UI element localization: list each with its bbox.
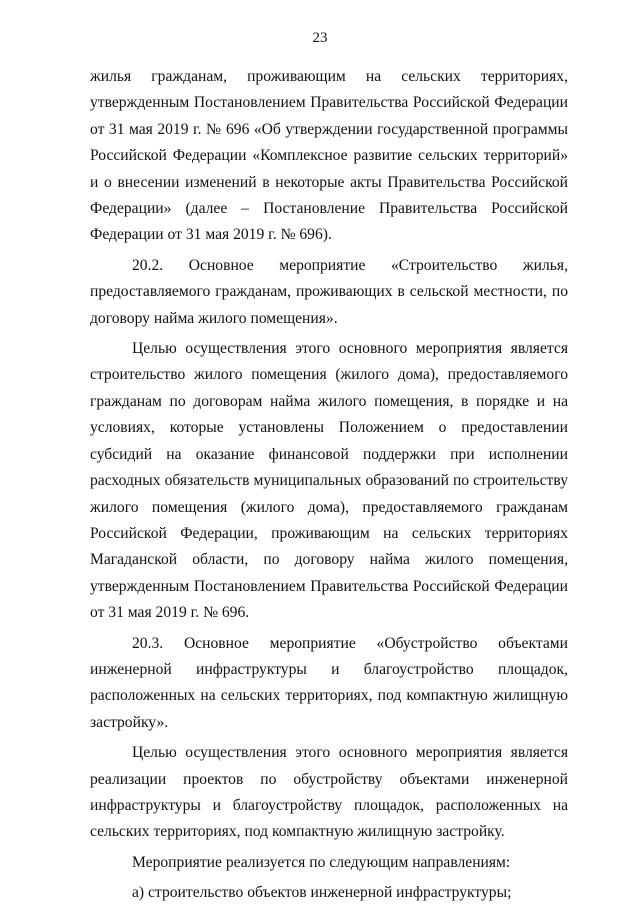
paragraph-20-3-goal: Целью осуществления этого основного мероприятия является реализации проектов по обустройству объектами инженерной инфраструктуры и благоустройству площадок, расположенных на сельских территориях, под компактную жилищную застройку. bbox=[90, 744, 568, 841]
paragraph-continuation: жилья гражданам, проживающим на сельских территориях, утвержденным Постановлением Правительства Российской Федерации от 31 мая 2019 г. № 696 «Об утверждении государственной программы Российской Федерации «Комплексное развитие сельских территорий» и о внесении изменений в некоторые акты Правительства Российской Федерации» (далее – Постановление Правительства Российской Федерации от 31 мая 2019 г. № 696). bbox=[90, 68, 568, 244]
paragraph-20-2-heading: 20.2. Основное мероприятие «Строительство жилья, предоставляемого гражданам, проживающих в сельской местности, по договору найма жилого помещения». bbox=[90, 256, 568, 327]
paragraph-20-3-heading: 20.3. Основное мероприятие «Обустройство объектами инженерной инфраструктуры и благоустройство площадок, расположенных на сельских территориях, под компактную жилищную застройку». bbox=[90, 634, 568, 731]
paragraph-20-2-goal: Целью осуществления этого основного мероприятия является строительство жилого помещения (жилого дома), предоставляемого гражданам по договорам найма жилого помещения, в порядке и на условиях, которые установлены Положением о предоставлении субсидий на оказание финансовой поддержки при исполнении расходных обязательств муниципальных образований по строительству жилого помещения (жилого дома), предоставляемого гражданам Российской Федерации, проживающим на сельских территориях Магаданской области, по договору найма жилого помещения, утвержденным Постановлением Правительства Российской Федерации от 31 мая 2019 г. № 696. bbox=[90, 340, 568, 622]
document-body bbox=[90, 64, 568, 907]
paragraph-directions-intro: Мероприятие реализуется по следующим направлениям: bbox=[132, 853, 511, 871]
page-number: 23 bbox=[312, 30, 328, 46]
paragraph-direction-a: а) строительство объектов инженерной инфраструктуры; bbox=[132, 884, 512, 902]
